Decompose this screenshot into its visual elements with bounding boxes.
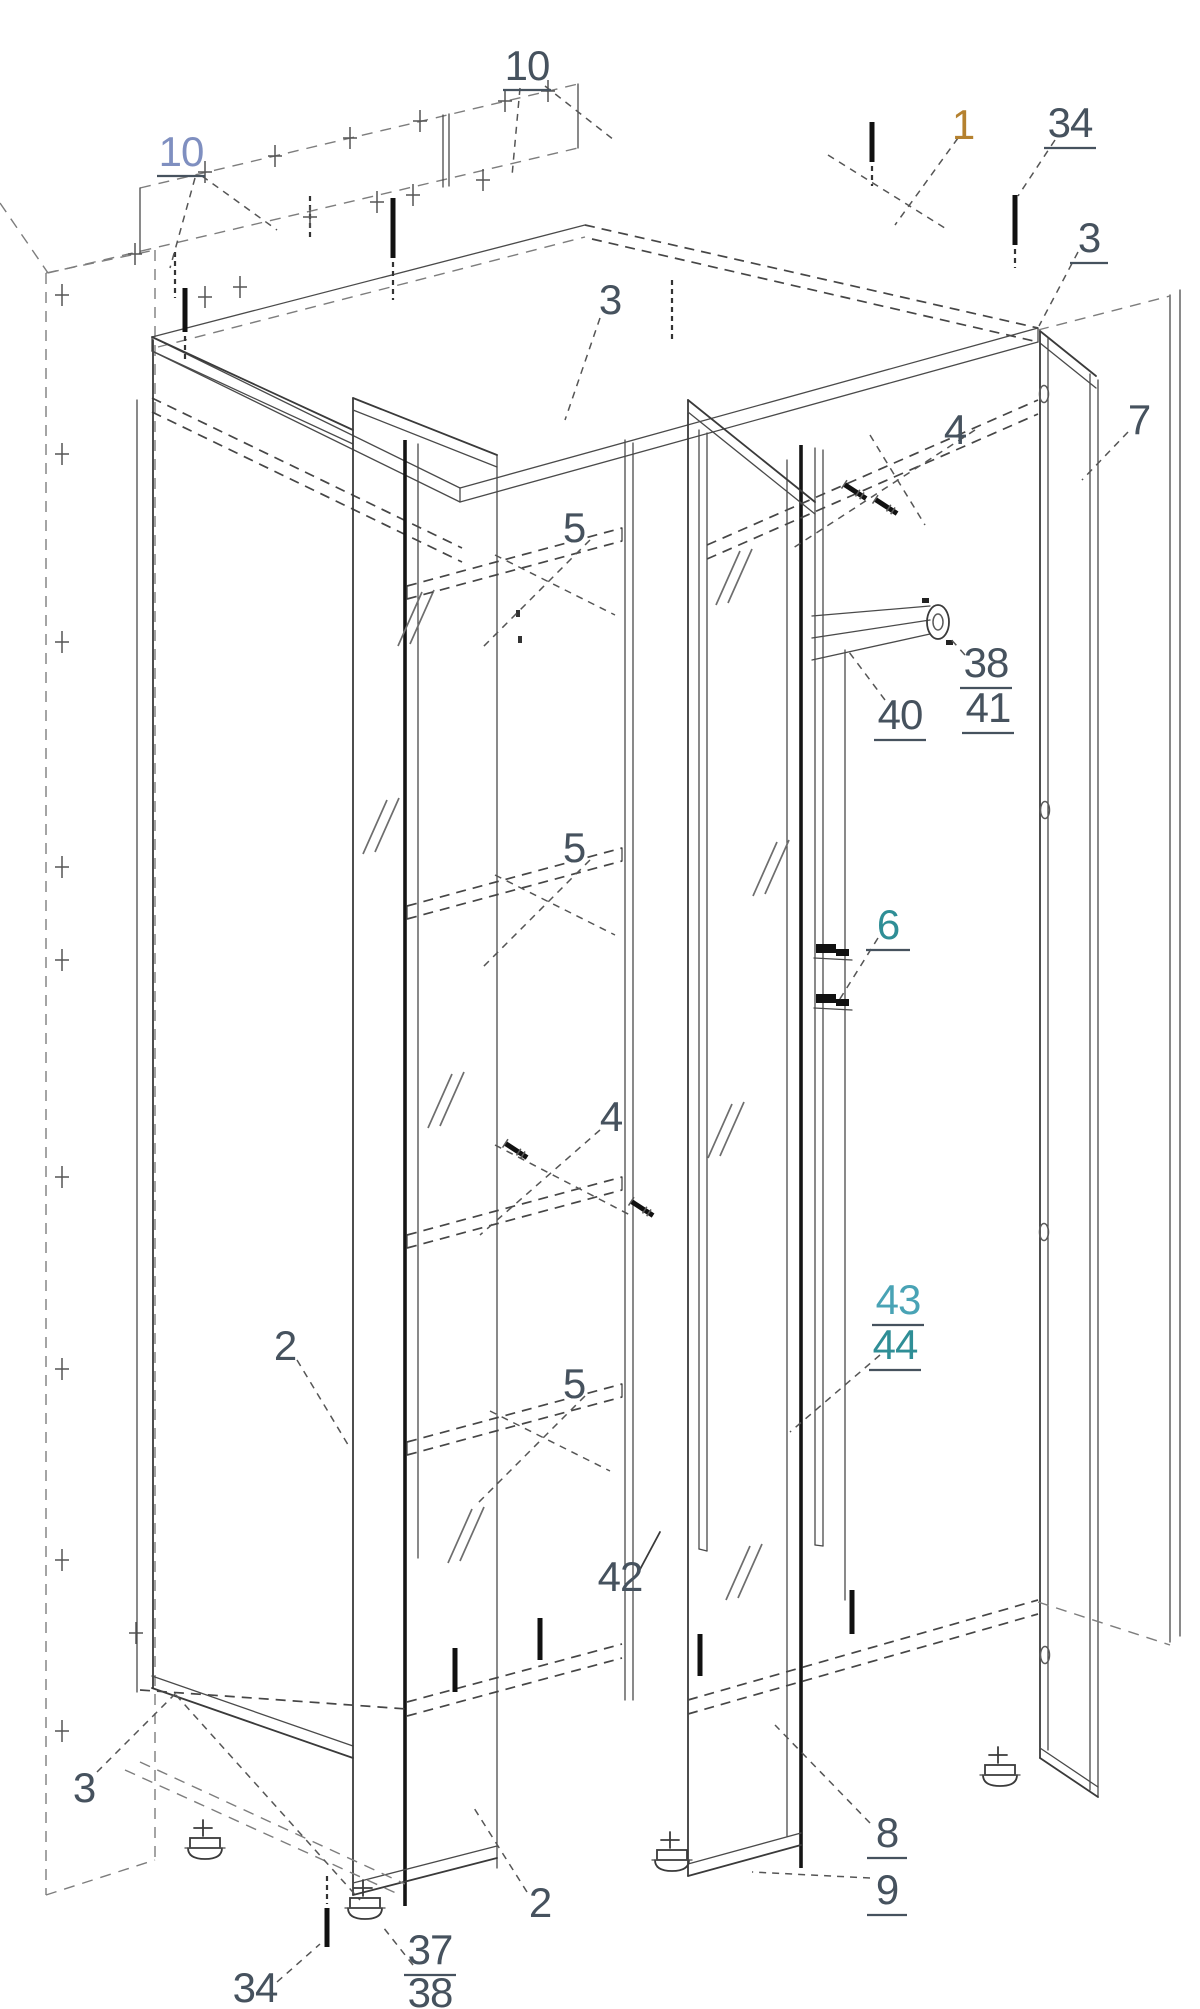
top-panel (152, 225, 1038, 562)
shelves (407, 440, 633, 1700)
part-label-2-left: 2 (273, 1322, 297, 1369)
part-label-9: 9 (875, 1866, 899, 1913)
callout-labels (73, 42, 1150, 2009)
mirror-door-right (688, 400, 845, 1876)
screw-position-marks (55, 80, 555, 1742)
mirror-glass-marks (708, 549, 789, 1600)
foot-icon (185, 1820, 225, 1859)
hinges (814, 944, 852, 1010)
part-label-43: 43 (875, 1276, 921, 1323)
part-label-42: 42 (597, 1553, 643, 1600)
shelf (407, 528, 622, 599)
mirror-door-left (353, 398, 497, 1906)
hinge-icon (814, 944, 852, 960)
screw-icon (503, 1139, 530, 1162)
hinge-icon (814, 994, 852, 1010)
right-door (1040, 331, 1099, 1797)
part-label-8: 8 (875, 1809, 899, 1856)
part-label-34-top: 34 (1047, 99, 1093, 146)
foot-icon (980, 1747, 1020, 1786)
left-door (137, 337, 353, 1758)
part-label-37: 37 (407, 1926, 453, 1973)
part-label-5-lower: 5 (562, 1360, 586, 1407)
hanging-rail (812, 598, 953, 660)
part-label-38-rail: 38 (963, 639, 1009, 686)
mirror-glass-marks (363, 590, 484, 1563)
back-panel-top-sheets (48, 84, 578, 298)
part-label-3-bottom-left: 3 (72, 1764, 96, 1811)
part-label-7: 7 (1127, 396, 1151, 443)
foot-icon (652, 1832, 692, 1871)
part-label-34-bottom: 34 (232, 1964, 278, 2009)
part-label-38-bottom: 38 (407, 1969, 453, 2009)
part-label-3-top-right: 3 (1077, 214, 1101, 261)
part-label-6: 6 (876, 901, 900, 948)
part-label-3-mid: 3 (598, 276, 622, 323)
right-side-panel (1038, 290, 1180, 1645)
top-cross-bar (152, 398, 462, 548)
screw-icon (842, 480, 869, 503)
shelf (407, 1177, 622, 1248)
part-label-44: 44 (872, 1321, 918, 1368)
back-panel-strip (0, 203, 155, 1895)
part-label-5-upper: 5 (562, 504, 586, 551)
part-label-40: 40 (877, 691, 923, 738)
right-top-shelf (707, 400, 1038, 559)
shelf (407, 1384, 622, 1455)
part-label-4-right: 4 (943, 406, 967, 453)
shelf (407, 848, 622, 919)
part-label-2-bottom: 2 (528, 1879, 552, 1926)
part-label-41: 41 (965, 684, 1011, 731)
part-label-10-left: 10 (158, 128, 204, 175)
rail-flange-icon (922, 598, 953, 645)
part-label-10-top: 10 (504, 42, 550, 89)
assembly-screws-top (185, 122, 1015, 362)
foot-icon (345, 1880, 385, 1919)
bottom-panels (125, 1590, 1038, 1947)
screw-icon (873, 495, 900, 518)
part-label-1: 1 (951, 101, 975, 148)
part-label-4-left: 4 (599, 1093, 623, 1140)
part-label-5-middle: 5 (562, 824, 586, 871)
